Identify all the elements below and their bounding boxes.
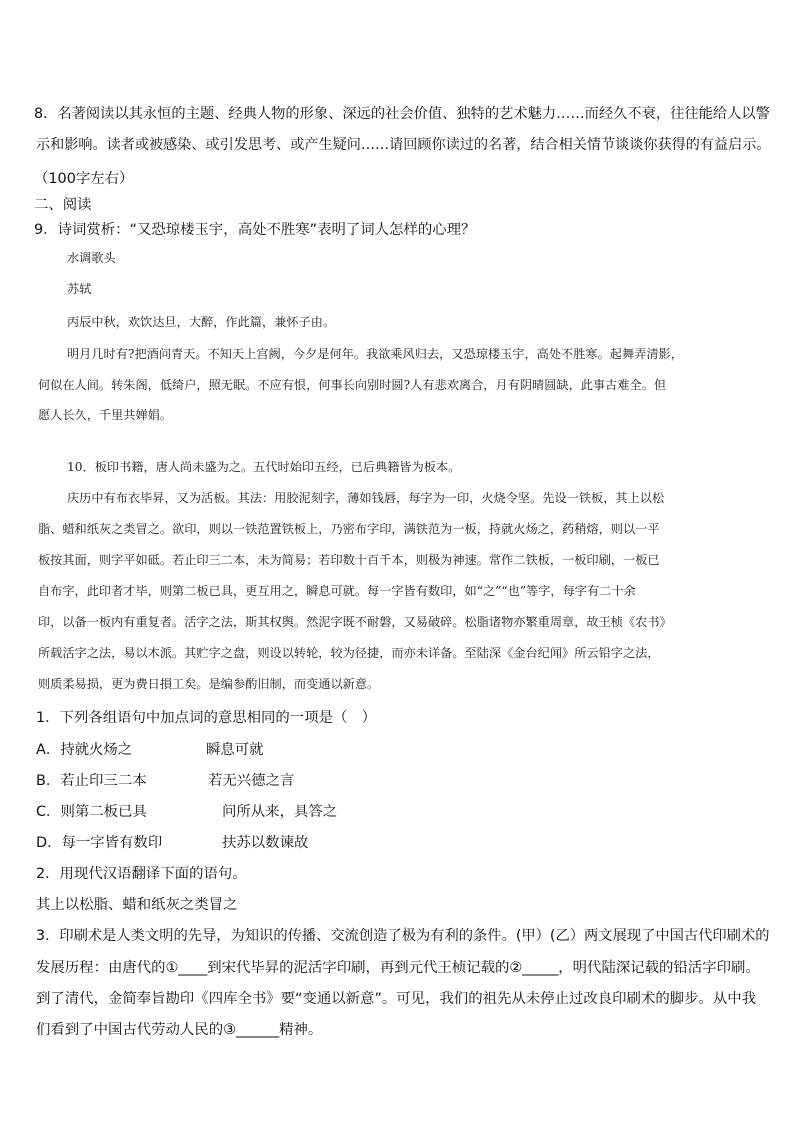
option-c bbox=[36, 800, 337, 821]
q10-paragraph-2-line-4: 自布字，此印者才毕，则第二板已具，更互用之，瞬息可就。每一字皆有数印，如“之”“也”等字，每字有二十余 bbox=[38, 584, 636, 598]
q8-line-3: （100字左右） bbox=[34, 171, 134, 187]
question-3-line-3: 到了清代，金简奉旨勘印《四库全书》要“变通以新意”。可见，我们的祖先从未停止过改良印刷术的脚步。从中我 bbox=[36, 991, 757, 1007]
option-d-left: D．每一字皆有数印 bbox=[36, 835, 163, 851]
question-2-sentence: 其上以松脂、蜡和纸灰之类冒之 bbox=[36, 897, 238, 913]
option-a-left: A．持就火炀之 bbox=[36, 742, 133, 758]
q10-paragraph-2-line-2: 脂、蜡和纸灰之类冒之。欲印，则以一铁范置铁板上，乃密布字印，满铁范为一板，持就火炀之，药稍熔，则以一平 bbox=[38, 522, 660, 536]
option-d-right: 扶苏以数谏故 bbox=[222, 835, 309, 851]
poem-body-line-3: 愿人长久，千里共婵娟。 bbox=[38, 408, 173, 422]
q9-prompt: 9．诗词赏析：“又恐琼楼玉宇，高处不胜寒”表明了词人怎样的心理？ bbox=[34, 222, 476, 238]
question-2-prompt: 2．用现代汉语翻译下面的语句。 bbox=[36, 866, 247, 882]
option-b-left: B．若止印三二本 bbox=[36, 773, 147, 789]
section-heading-reading: 二、阅读 bbox=[34, 197, 92, 213]
q8-line-1: 8．名著阅读以其永恒的主题、经典人物的形象、深远的社会价值、独特的艺术魅力……而经久不衰，往往能给人以警 bbox=[34, 106, 770, 122]
poem-title: 水调歌头 bbox=[67, 251, 116, 265]
question-1-prompt: 1．下列各组语句中加点词的意思相同的一项是（ ） bbox=[36, 710, 377, 726]
q10-paragraph-2-line-3: 板按其面，则字平如砥。若止印三二本，未为简易；若印数十百千本，则极为神速。常作二铁板，一板印刷，一板已 bbox=[38, 553, 660, 567]
option-a-right: 瞬息可就 bbox=[206, 742, 264, 758]
q10-paragraph-2-line-5: 印，以备一板内有重复者。活字之法，斯其权舆。然泥字既不耐磐，又易破碎。松脂诸物亦繁重周章，故王桢《农书》 bbox=[38, 615, 672, 629]
option-c-left: C．则第二板已具 bbox=[36, 804, 147, 820]
q10-paragraph-1: 10．板印书籍，唐人尚未盛为之。五代时始印五经，已后典籍皆为板本。 bbox=[67, 460, 461, 474]
question-3-line-4: 们看到了中国古代劳动人民的③______精神。 bbox=[36, 1022, 323, 1038]
option-b-right: 若无兴德之言 bbox=[208, 773, 295, 789]
question-3-line-2: 发展历程：由唐代的①____到宋代毕昇的泥活字印刷，再到元代王桢记载的②_____，明代陆深记载的铅活字印刷。 bbox=[36, 960, 760, 976]
option-b bbox=[36, 769, 294, 790]
q10-paragraph-2-line-7: 则质柔易损，更为费日損工矣。是编参酌旧制，而变通以新意。 bbox=[38, 677, 380, 691]
q8-line-2: 示和影响。读者或被感染、或引发思考、或产生疑问……请回顾你读过的名著，结合相关情节谈谈你获得的有益启示。 bbox=[36, 137, 771, 153]
q10-paragraph-2-line-6: 所载活字之法，易以木派。其贮字之盘，则设以转轮，较为径捷，而亦未详备。至陆深《金台纪闻》所云铅字之法， bbox=[38, 646, 660, 660]
poem-body-line-1: 明月几时有?把酒问青天。不知天上宫阙，今夕是何年。我欲乘风归去，又恐琼楼玉宇，高处不胜寒。起舞弄清影， bbox=[67, 347, 683, 361]
option-d bbox=[36, 831, 308, 852]
poem-body-line-2: 何似在人间。转朱阁，低绮户，照无眠。不应有恨，何事长向别时圆?人有悲欢离合，月有阴晴圆缺，此事古难全。但 bbox=[38, 378, 667, 392]
poem-preface: 丙辰中秋，欢饮达旦，大醉，作此篇，兼怀子由。 bbox=[67, 315, 336, 329]
poem-author: 苏轼 bbox=[67, 282, 92, 296]
question-3-line-1: 3．印刷术是人类文明的先导，为知识的传播、交流创造了极为有利的条件。(甲）(乙）两文展现了中国古代印刷术的 bbox=[36, 928, 770, 944]
q10-paragraph-2-line-1: 庆历中有布衣毕昇，又为活板。其法：用胶泥刻字，薄如钱唇，每字为一印，火烧令坚。先设一铁板，其上以松 bbox=[67, 491, 665, 505]
option-a bbox=[36, 738, 264, 759]
option-c-right: 问所从来，具答之 bbox=[222, 804, 338, 820]
